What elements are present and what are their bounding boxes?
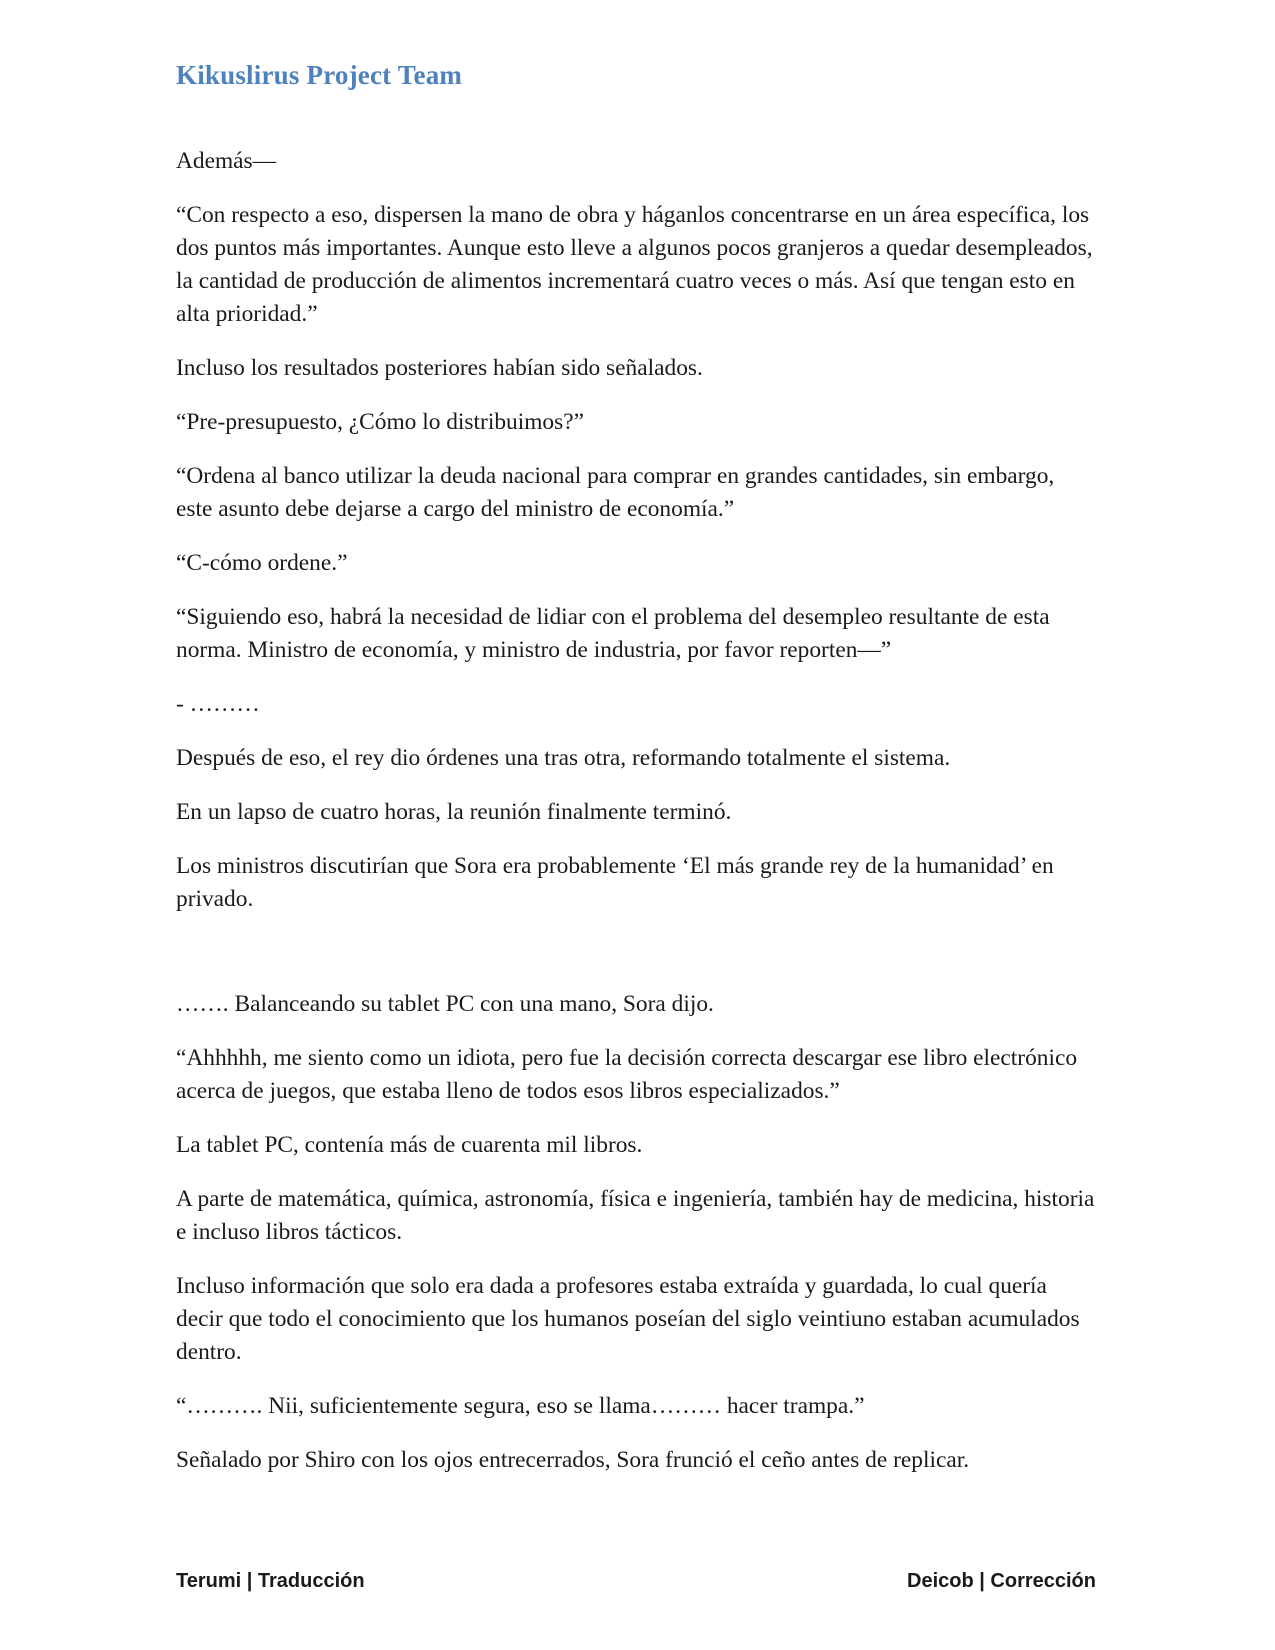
paragraph: A parte de matemática, química, astronomía, física e ingeniería, también hay de medicina, historia e incluso libros tácticos. [176, 1186, 1095, 1245]
paragraph: Incluso los resultados posteriores habían sido señalados. [176, 355, 703, 381]
paragraph: - ……… [176, 691, 260, 717]
paragraph: La tablet PC, contenía más de cuarenta mil libros. [176, 1132, 643, 1158]
footer-translation-credit: Terumi | Traducción [176, 1570, 365, 1592]
paragraph: “………. Nii, suficientemente segura, eso se llama……… hacer trampa.” [176, 1393, 865, 1419]
header-title: Kikuslirus Project Team [176, 60, 463, 90]
footer-correction-credit: Deicob | Corrección [907, 1570, 1096, 1592]
paragraph: “Con respecto a eso, dispersen la mano de obra y háganlos concentrarse en un área específica, los dos puntos más importantes. Aunque esto lleve a algunos pocos granjeros a quedar desempleados, la cantidad de producción de alimentos incrementará cuatro veces o más. Así que tengan esto en alta prioridad.” [176, 202, 1093, 327]
document-body [176, 145, 1096, 1498]
paragraph: En un lapso de cuatro horas, la reunión finalmente terminó. [176, 799, 732, 825]
paragraph: Después de eso, el rey dio órdenes una tras otra, reformando totalmente el sistema. [176, 745, 951, 771]
paragraph: Señalado por Shiro con los ojos entrecerrados, Sora frunció el ceño antes de replicar. [176, 1447, 970, 1473]
paragraph: “C-cómo ordene.” [176, 550, 348, 576]
paragraph: Incluso información que solo era dada a profesores estaba extraída y guardada, lo cual quería decir que todo el conocimiento que los humanos poseían del siglo veintiuno estaban acumulados dentro. [176, 1273, 1080, 1365]
paragraph: “Ordena al banco utilizar la deuda nacional para comprar en grandes cantidades, sin embargo, este asunto debe dejarse a cargo del ministro de economía.” [176, 463, 1055, 522]
paragraph: “Siguiendo eso, habrá la necesidad de lidiar con el problema del desempleo resultante de esta norma. Ministro de economía, y ministro de industria, por favor reporten—” [176, 604, 1050, 663]
paragraph: Además— [176, 148, 277, 174]
paragraph: ……. Balanceando su tablet PC con una mano, Sora dijo. [176, 991, 714, 1017]
paragraph: Los ministros discutirían que Sora era probablemente ‘El más grande rey de la humanidad’ en privado. [176, 853, 1054, 912]
paragraph: “Pre-presupuesto, ¿Cómo lo distribuimos?” [176, 409, 584, 435]
paragraph: “Ahhhhh, me siento como un idiota, pero fue la decisión correcta descargar ese libro electrónico acerca de juegos, que estaba lleno de todos esos libros especializados.” [176, 1045, 1078, 1104]
